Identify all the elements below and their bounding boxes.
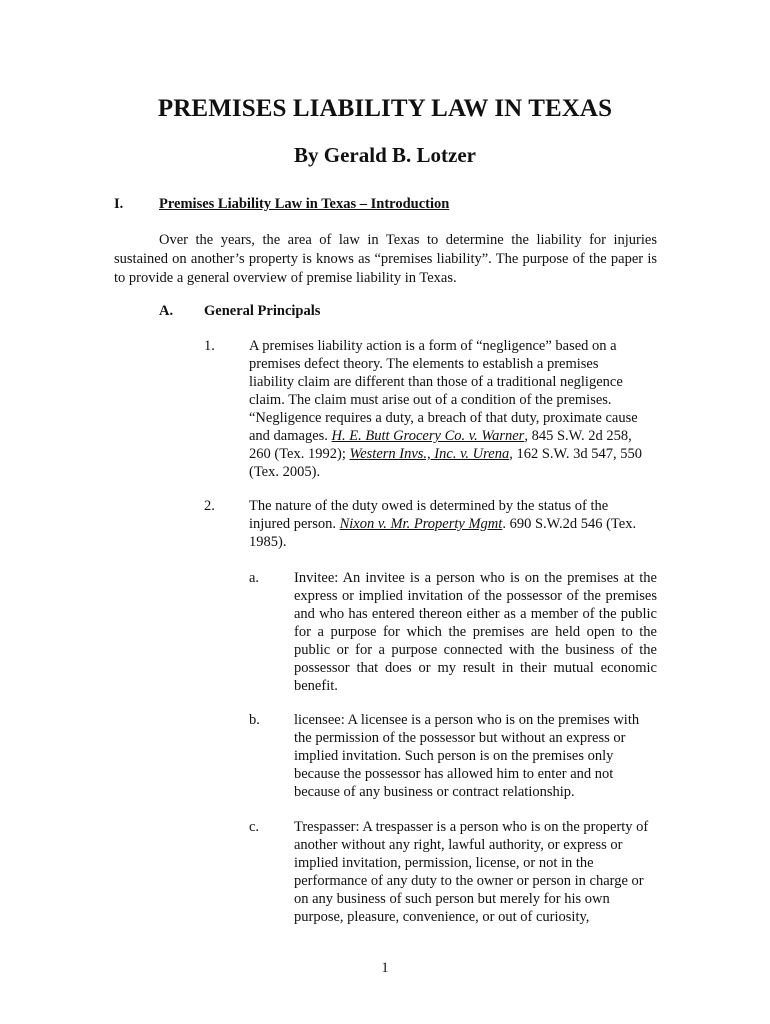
sub-item-a-text: Invitee: An invitee is a person who is on the premises at the express or implied invitation of the possessor of the premises and who has entered thereon either as a member of the public for a purpose for which the premises are held open to the public or for a purpose connected with the business of the possessor that does or my result in their mutual economic benefit. <box>294 570 657 694</box>
list-item-2-text-b: . 690 S.W.2d 546 (Tex. 1985). <box>249 516 637 550</box>
subsection-number: A. <box>159 303 174 319</box>
citation-urena: Western Invs., Inc. v. Urena <box>349 446 510 462</box>
sub-item-b-text: licensee: A licensee is a person who is on the premises with the permission of the possessor but without an express or implied invitation. Such person is on the premises only because the possessor has allowed him to enter and not because of any business or contract relationship. <box>294 712 640 800</box>
list-item-1-text <box>249 337 645 481</box>
section-number: I. <box>114 196 124 212</box>
page-number: 1 <box>381 960 389 976</box>
list-item-2-text <box>249 497 645 551</box>
list-item-1-text-b: , 845 S.W. 2d 258, 260 (Tex. 1992); <box>249 428 632 462</box>
sub-item-c-text: Trespasser: A trespasser is a person who is on the property of another without any right, lawful authority, or express or implied invitation, permission, license, or not in the performance of any duty to the owner or person in charge or on any business of such person but merely for his own purpose, pleasure, convenience, or out of curiosity, <box>294 819 649 925</box>
document-title: PREMISES LIABILITY LAW IN TEXAS <box>157 95 613 122</box>
citation-nixon: Nixon v. Mr. Property Mgmt <box>339 516 503 532</box>
list-item-1-text-a: A premises liability action is a form of “negligence” based on a premises defect theory. The elements to establish a premises liability claim are different than those of a traditional negligence claim. The claim must arise out of a condition of the premises. “Negligence requires a duty, a breach of that duty, proximate cause and damages. <box>249 338 638 444</box>
sub-item-b-letter: b. <box>249 712 260 728</box>
list-item-2-number: 2. <box>204 498 215 514</box>
list-item-1-text-c: , 162 S.W. 3d 547, 550 (Tex. 2005). <box>249 446 642 480</box>
citation-warner: H. E. Butt Grocery Co. v. Warner <box>331 428 525 444</box>
intro-paragraph: Over the years, the area of law in Texas to determine the liability for injuries sustained on another’s property is knows as “premises liability”. The purpose of the paper is to provide a general overview of premise liability in Texas. <box>114 232 657 286</box>
list-item-2-text-a: The nature of the duty owed is determined by the status of the injured person. <box>249 498 609 532</box>
section-title: Premises Liability Law in Texas – Introduction <box>159 196 450 212</box>
sub-item-c-letter: c. <box>249 819 260 835</box>
subsection-title: General Principals <box>204 303 321 319</box>
sub-item-a-letter: a. <box>249 570 260 586</box>
document-author: By Gerald B. Lotzer <box>294 143 476 167</box>
list-item-1-number: 1. <box>204 338 215 354</box>
